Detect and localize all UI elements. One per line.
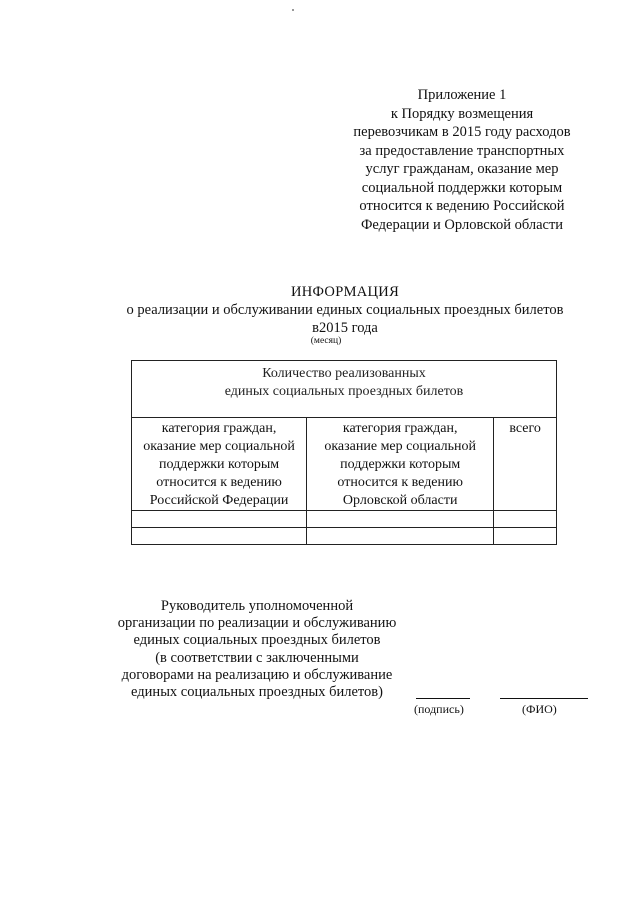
cell-line: оказание мер социальной [324, 439, 477, 454]
cell-line: Российской Федерации [149, 493, 289, 508]
appendix-line: Приложение 1 [417, 87, 507, 103]
manager-line: договорами на реализацию и обслуживание [121, 666, 393, 683]
scan-speck [292, 9, 294, 11]
cell-line: Орловской области [342, 493, 458, 508]
empty-cell[interactable] [132, 528, 307, 545]
column-total [494, 418, 557, 511]
document-title: ИНФОРМАЦИЯ [290, 284, 400, 300]
cell-line: относится к ведению [337, 475, 463, 490]
appendix-line: услуг гражданам, оказание мер [365, 161, 559, 177]
month-prefix: в [312, 320, 319, 336]
appendix-line: перевозчикам в 2015 году расходов [353, 124, 571, 140]
appendix-line: за предоставление транспортных [359, 142, 565, 159]
appendix-line: социальной поддержки которым [361, 179, 563, 196]
appendix-line: к Порядку возмещения [390, 105, 534, 122]
month-hint: (месяц) [310, 336, 342, 346]
full-name-line[interactable] [500, 698, 588, 699]
manager-line: единых социальных проездных билетов [133, 632, 381, 649]
tickets-table [131, 360, 557, 545]
cell-line: категория граждан, [161, 421, 277, 436]
cell-line: поддержки которым [340, 457, 461, 472]
full-name-caption: (ФИО) [522, 702, 557, 716]
signature-line[interactable] [416, 698, 470, 699]
document-heading [100, 283, 590, 337]
appendix-line: Федерации и Орловской области [360, 216, 564, 233]
manager-line: Руководитель уполномоченной [160, 598, 354, 614]
appendix-block [340, 86, 584, 234]
empty-cell[interactable] [307, 528, 494, 545]
empty-cell[interactable] [494, 511, 557, 528]
signature-caption: (подпись) [414, 702, 464, 716]
appendix-line: относится к ведению Российской [359, 198, 565, 214]
table-header-line: единых социальных проездных билетов [224, 384, 464, 399]
column-federal-category [132, 418, 307, 511]
cell-line: поддержки которым [159, 457, 280, 472]
cell-line: всего [509, 421, 541, 436]
cell-line: оказание мер социальной [143, 439, 295, 454]
manager-line: организации по реализации и обслуживанию [117, 615, 397, 632]
manager-line: (в соответствии с заключенными [155, 649, 359, 666]
table-row [132, 511, 557, 528]
manager-line: единых социальных проездных билетов) [131, 684, 383, 701]
month-suffix: 2015 года [319, 320, 378, 336]
table-header [132, 361, 557, 418]
cell-line: относится к ведению [156, 475, 282, 490]
empty-cell[interactable] [494, 528, 557, 545]
month-line [100, 319, 590, 337]
empty-cell[interactable] [132, 511, 307, 528]
empty-cell[interactable] [307, 511, 494, 528]
column-regional-category [307, 418, 494, 511]
table-row [132, 528, 557, 545]
table-header-line: Количество реализованных [262, 366, 426, 381]
document-subtitle: о реализации и обслуживании единых социальных проездных билетов [126, 302, 564, 318]
cell-line: категория граждан, [342, 421, 458, 436]
manager-block [112, 598, 402, 701]
